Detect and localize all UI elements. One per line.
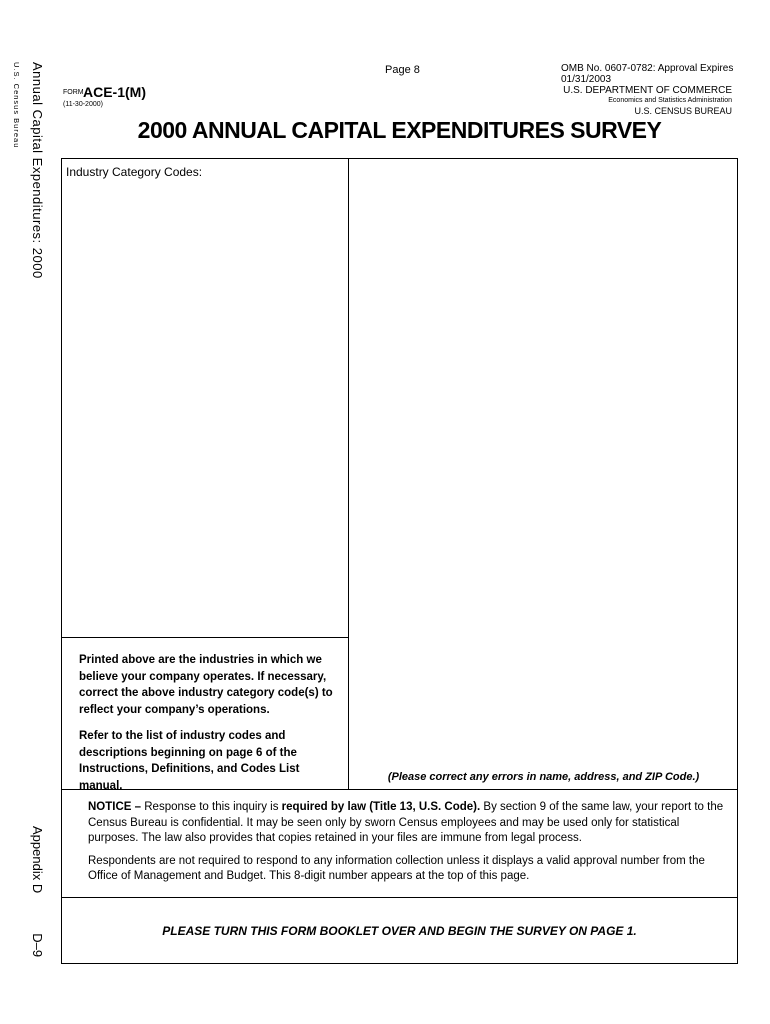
correct-errors-note: (Please correct any errors in name, address, and ZIP Code.) (387, 771, 700, 783)
side-bureau-label: U.S. Census Bureau (12, 62, 21, 149)
notice-part2: By section 9 of the same law, your report to the Census Bureau is confidential. It may be seen only by sworn Census employees and may be used only for statistical purposes. The law also provides that copies retained in your files are immune from legal process. (88, 801, 724, 844)
form-date: (11-30-2000) (63, 101, 103, 108)
form-label: FORM (63, 89, 84, 96)
omb-approval: OMB No. 0607-0782: Approval Expires 01/31/2003 (561, 63, 734, 85)
industry-codes-label: Industry Category Codes: (66, 165, 203, 179)
page-title: 2000 ANNUAL CAPITAL EXPENDITURES SURVEY (137, 117, 662, 143)
industry-instructions (79, 652, 344, 804)
panel-divider (348, 158, 349, 790)
notice-paragraph-2: Respondents are not required to respond to any information collection unless it displays a valid approval number from the Office of Management and Budget. This 8-digit number appears at the top of this page. (88, 854, 705, 882)
census-bureau: U.S. CENSUS BUREAU (634, 106, 732, 116)
notice-part1: Response to this inquiry is (141, 801, 282, 813)
footer-divider (61, 897, 738, 898)
turn-over-instruction: PLEASE TURN THIS FORM BOOKLET OVER AND BEGIN THE SURVEY ON PAGE 1. (162, 924, 637, 938)
appendix-text: Appendix D (30, 826, 45, 894)
notice-paragraph-1 (88, 800, 728, 847)
notice-section (88, 800, 728, 892)
notice-lead: NOTICE – (88, 801, 142, 813)
appendix-page: D–9 (30, 933, 45, 958)
econ-admin: Economics and Statistics Administration (608, 97, 732, 104)
side-survey-label: Annual Capital Expenditures: 2000 (30, 62, 45, 279)
form-id: ACE-1(M) (83, 84, 146, 100)
side-appendix-label (30, 826, 45, 957)
department-name: U.S. DEPARTMENT OF COMMERCE (563, 85, 732, 96)
refer-list-text: Refer to the list of industry codes and descriptions beginning on page 6 of the Instructions, Definitions, and Codes List manual. (79, 730, 300, 792)
notice-law: required by law (Title 13, U.S. Code). (281, 801, 481, 813)
left-panel-divider (61, 637, 349, 638)
printed-above-text: Printed above are the industries in which we believe your company operates. If necessary, correct the above industry category code(s) to reflect your company’s operations. (79, 654, 333, 716)
page-number: Page 8 (385, 64, 420, 76)
